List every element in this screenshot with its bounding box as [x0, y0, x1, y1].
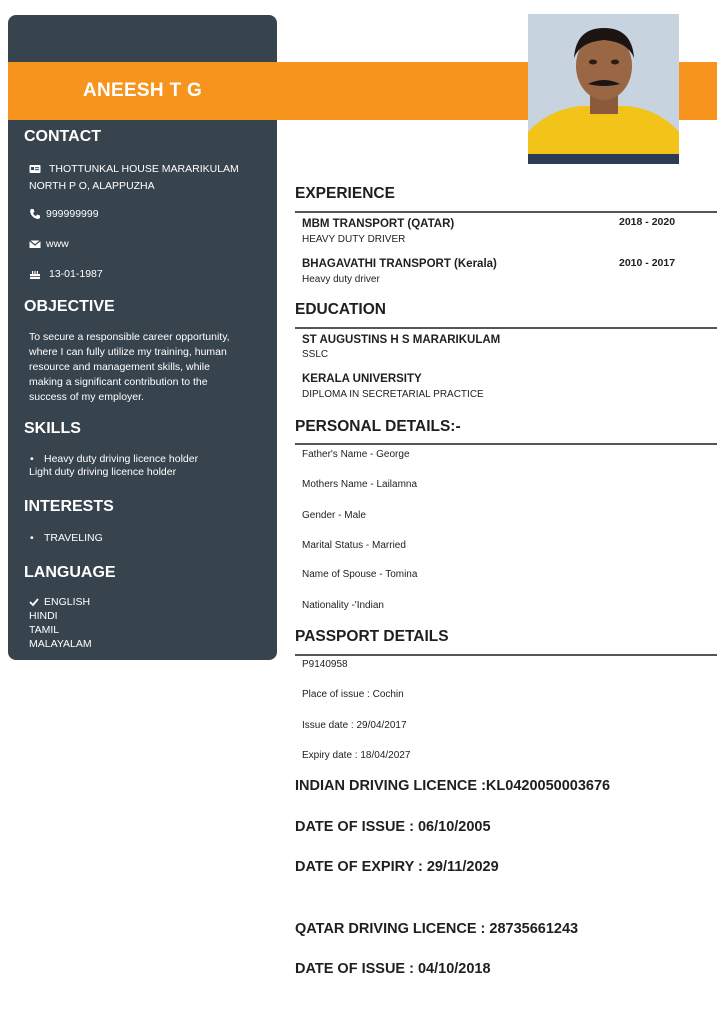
language-heading: LANGUAGE [24, 564, 116, 581]
bullet-icon: • [30, 532, 34, 544]
personal-detail: Gender - Male [302, 510, 366, 521]
experience-role: HEAVY DUTY DRIVER [302, 234, 406, 245]
education-school: KERALA UNIVERSITY [302, 373, 422, 385]
experience-heading: EXPERIENCE [295, 185, 395, 202]
objective-line: making a significant contribution to the [29, 376, 208, 388]
profile-photo [528, 14, 679, 164]
envelope-icon [29, 238, 41, 250]
email-text: www [46, 238, 69, 250]
education-course: DIPLOMA IN SECRETARIAL PRACTICE [302, 389, 484, 400]
indian-licence-expiry-date: DATE OF EXPIRY : 29/11/2029 [295, 859, 499, 875]
skill-item: Heavy duty driving licence holder [44, 453, 199, 465]
personal-detail: Mothers Name - Lailamna [302, 479, 418, 490]
personal-detail: Father's Name - George [302, 449, 410, 460]
passport-detail: Place of issue : Cochin [302, 689, 404, 700]
language-item: HINDI [29, 610, 58, 622]
section-divider [295, 654, 717, 656]
interest-item: TRAVELING [44, 532, 103, 544]
address-line-2: NORTH P O, ALAPPUZHA [29, 180, 155, 192]
experience-company: BHAGAVATHI TRANSPORT (Kerala) [302, 258, 497, 270]
skills-heading: SKILLS [24, 420, 81, 437]
experience-years: 2018 - 2020 [619, 216, 676, 228]
experience-company: MBM TRANSPORT (QATAR) [302, 218, 455, 230]
skill-item: Light duty driving licence holder [29, 466, 177, 478]
objective-line: To secure a responsible career opportunity, [29, 331, 230, 343]
phone-icon [29, 208, 41, 220]
education-heading: EDUCATION [295, 301, 386, 318]
id-card-icon [29, 163, 41, 175]
qatar-licence-issue-date: DATE OF ISSUE : 04/10/2018 [295, 961, 491, 977]
personal-detail: Name of Spouse - Tomina [302, 569, 418, 580]
objective-heading: OBJECTIVE [24, 298, 115, 315]
personal-detail: Nationality -'Indian [302, 600, 384, 611]
personal-detail: Marital Status - Married [302, 540, 406, 551]
education-school: ST AUGUSTINS H S MARARIKULAM [302, 334, 501, 346]
objective-line: resource and management skills, while [29, 361, 210, 373]
interests-heading: INTERESTS [24, 498, 114, 515]
passport-detail: Expiry date : 18/04/2027 [302, 750, 411, 761]
bullet-icon: • [30, 453, 34, 465]
phone-text: 999999999 [46, 208, 99, 220]
passport-detail: P9140958 [302, 659, 348, 670]
section-divider [295, 327, 717, 329]
check-icon [29, 597, 39, 607]
qatar-licence-number: QATAR DRIVING LICENCE : 28735661243 [295, 921, 579, 937]
experience-years: 2010 - 2017 [619, 257, 676, 269]
experience-role: Heavy duty driver [302, 274, 380, 285]
personal-details-heading: PERSONAL DETAILS:- [295, 418, 461, 435]
passport-details-heading: PASSPORT DETAILS [295, 628, 449, 645]
dob-text: 13-01-1987 [49, 268, 103, 280]
birthday-cake-icon [29, 268, 41, 280]
language-item: ENGLISH [44, 596, 91, 608]
language-item: MALAYALAM [29, 638, 92, 650]
objective-line: success of my employer. [29, 391, 144, 403]
passport-detail: Issue date : 29/04/2017 [302, 720, 407, 731]
language-item: TAMIL [29, 624, 60, 636]
indian-licence-number: INDIAN DRIVING LICENCE :KL0420050003676 [295, 778, 611, 794]
indian-licence-issue-date: DATE OF ISSUE : 06/10/2005 [295, 819, 491, 835]
education-course: SSLC [302, 349, 329, 360]
section-divider [295, 211, 717, 213]
contact-heading: CONTACT [24, 128, 102, 145]
candidate-name: ANEESH T G [82, 80, 203, 101]
address-line-1: THOTTUNKAL HOUSE MARARIKULAM [49, 163, 239, 175]
section-divider [295, 443, 717, 445]
objective-line: where I can fully utilize my training, human [29, 346, 227, 358]
